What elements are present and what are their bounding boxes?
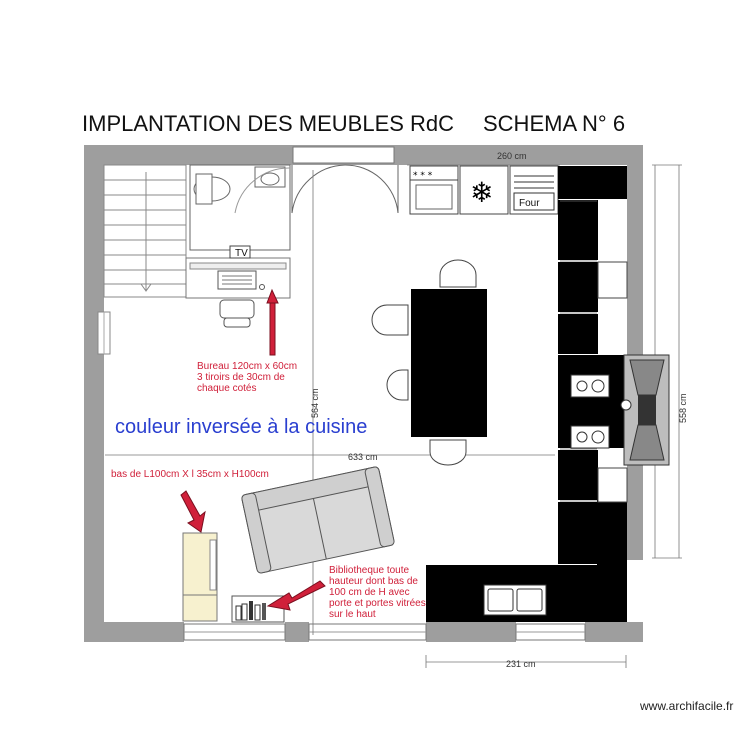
cabinet-arrow (181, 491, 205, 532)
dimension-width: 633 cm (348, 452, 378, 462)
desk-note-line3: chaque cotés (197, 383, 257, 394)
bookshelf (232, 596, 284, 622)
shelf-note-line3: 100 cm de H avec (329, 587, 410, 598)
low-cabinet (183, 533, 217, 621)
window-top (293, 147, 394, 163)
entrance-door (292, 165, 398, 213)
chair-left-1 (372, 305, 408, 335)
shelf-note-line1: Bibliotheque toute (329, 565, 410, 576)
range-hood (621, 355, 669, 465)
wall-bottom-mid (285, 622, 309, 642)
shelf-note-line2: hauteur dont bas de (329, 576, 418, 587)
schema-number: SCHEMA N° 6 (483, 111, 626, 136)
sofa (241, 466, 395, 573)
window-left (98, 312, 110, 354)
svg-text:❄: ❄ (470, 176, 494, 209)
desk-arrow (267, 290, 278, 355)
desk-note-line2: 3 tiroirs de 30cm de (197, 372, 285, 383)
desk-note-line1: Bureau 120cm x 60cm (197, 361, 298, 372)
wall-bottom-left (84, 622, 184, 642)
table (411, 289, 487, 437)
shelf-note-line4: porte et portes vitrées (329, 598, 426, 609)
kitchen-top-appliances (410, 166, 558, 214)
shelf-note-line5: sur le haut (329, 609, 376, 620)
chair-left-2 (387, 370, 408, 400)
dimension-bottom: 231 cm (506, 659, 536, 669)
desk-note (197, 361, 297, 394)
dimension-top: 260 cm (497, 151, 527, 161)
sink-double-icon (484, 585, 546, 615)
kitchen-note: couleur inversée à la cuisine (115, 416, 368, 438)
wall-bottom-corner (585, 622, 643, 642)
tv-label: TV (235, 248, 248, 259)
bookshelf-note (329, 565, 426, 620)
wc-room (190, 165, 290, 250)
wall-right (627, 145, 643, 560)
wall-bottom-right (426, 622, 516, 642)
dining-table (372, 260, 487, 465)
svg-text:* * *: * * * (413, 171, 433, 181)
oven-label: Four (519, 198, 540, 209)
plan-title: IMPLANTATION DES MEUBLES RdC (82, 111, 455, 136)
staircase (104, 165, 186, 297)
low-cabinet-note: bas de L100cm X l 35cm x H100cm (111, 469, 269, 480)
wall-left (84, 145, 104, 641)
dimension-right: 558 cm (678, 393, 688, 423)
mouse-icon (260, 285, 265, 290)
chair-top (440, 260, 476, 287)
dimension-height: 564 cm (310, 388, 320, 418)
office-chair-icon (220, 300, 254, 318)
credit-link[interactable]: www.archifacile.fr (640, 699, 734, 713)
chair-bottom (430, 440, 466, 465)
